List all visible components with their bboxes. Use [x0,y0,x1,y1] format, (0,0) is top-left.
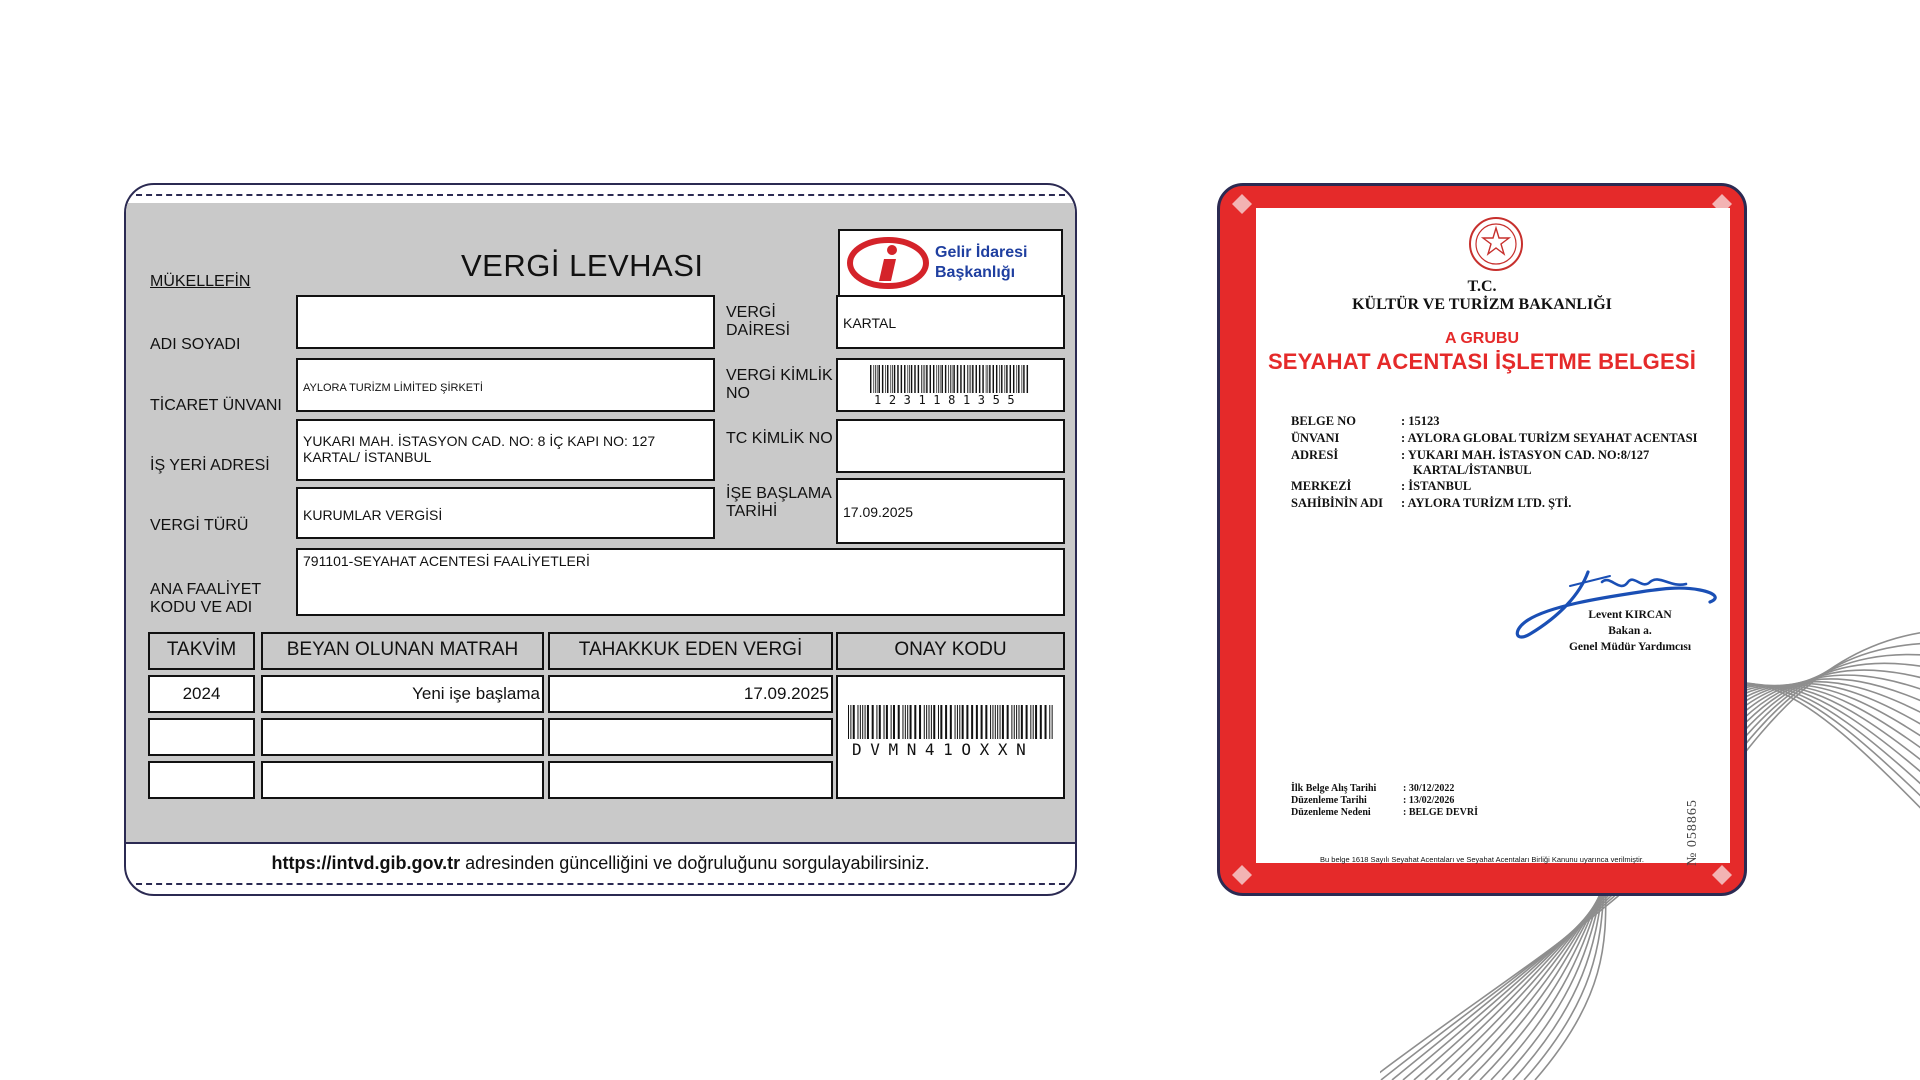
barcode-bar [959,705,960,739]
table-cell-takvim-3 [148,761,255,799]
belge-title: SEYAHAT ACENTASI İŞLETME BELGESİ [1267,349,1697,374]
isletme-belgesi-card [1217,183,1747,896]
barcode-bar [971,705,973,739]
date-key: İlk Belge Alış Tarihi [1291,783,1377,794]
verification-text: adresinden güncelliğini ve doğruluğunu sorgulayabilirsiniz. [460,853,930,873]
label-ana-faaliyet-line1: ANA FAALİYET [150,581,262,598]
barcode-bar [873,365,874,393]
onay-kodu-cell [836,675,1065,799]
verification-note [126,853,1075,874]
gib-logo-line1: Gelir İdaresi [935,244,1028,261]
barcode-bar [1014,705,1015,739]
ministry-emblem-icon [1468,216,1524,272]
barcode-bar [1011,705,1012,739]
barcode-bar [995,705,996,739]
barcode-bar [923,365,924,393]
barcode-bar [907,365,908,393]
date-value: : BELGE DEVRİ [1403,807,1479,818]
value-is-yeri-adresi-line2: KARTAL/ İSTANBUL [303,449,432,465]
value-tc-kimlik-no [838,421,1063,433]
info-key: SAHİBİNİN ADI [1291,496,1384,510]
barcode-bar [902,705,903,739]
group-heading: A GRUBU [1444,330,1520,347]
value-onay-kodu: DVMN41OXXN [852,740,1035,759]
field-is-yeri-adresi [296,419,715,481]
barcode-bar [957,705,958,739]
vergi-levhasi-card [124,183,1077,896]
info-key: MERKEZİ [1291,479,1352,493]
info-value: : İSTANBUL [1401,479,1472,493]
barcode-bar [924,705,925,739]
field-ana-faaliyet [296,548,1065,616]
barcode-bar [1013,365,1014,393]
barcode-bar [953,365,954,393]
barcode-bar [1033,705,1034,739]
barcode-bar [931,705,932,739]
field-tc-kimlik-no [836,419,1065,473]
barcode-bar [879,365,880,393]
barcode-bar [911,365,912,393]
label-vergi-kimlik-line2: NO [726,385,750,402]
info-value: KARTAL/İSTANBUL [1413,463,1532,477]
field-vergi-kimlik-no [836,358,1065,412]
table-cell-tahakkuk-1: 17.09.2025 [548,675,833,713]
barcode-bar [891,705,892,739]
table-header-tahakkuk: TAHAKKUK EDEN VERGİ [548,632,833,670]
barcode-bar [904,365,905,393]
onay-kodu-barcode [848,705,1054,739]
barcode-bar [990,705,991,739]
label-vergi-kimlik-line1: VERGİ KİMLİK [726,367,833,384]
barcode-bar [1049,705,1050,739]
barcode-bar [870,365,871,393]
barcode-bar [879,705,881,739]
barcode-bar [918,365,919,393]
table-header-takvim: TAKVİM [148,632,255,670]
table-cell-matrah-2 [261,718,544,756]
barcode-bar [930,365,931,393]
barcode-bar [992,705,993,739]
verification-url[interactable]: https://intvd.gib.gov.tr [271,853,461,873]
barcode-bar [950,365,951,393]
barcode-bar [940,365,941,393]
signatory-role: Bakan a. [1608,625,1652,637]
barcode-bar [887,365,888,393]
barcode-bar [945,365,946,393]
gib-logo-line2: Başkanlığı [935,264,1016,281]
barcode-bar [919,705,921,739]
barcode-bar [1040,705,1042,739]
ministry-heading: KÜLTÜR VE TURİZM BAKANLIĞI [1352,296,1612,313]
table-cell-takvim-1: 2024 [148,675,255,713]
barcode-bar [993,365,994,393]
corner-ornament-icon [1232,865,1252,885]
info-key: ÜNVANI [1291,431,1340,445]
value-ana-faaliyet: 791101-SEYAHAT ACENTESİ FAALİYETLERİ [303,553,590,569]
label-is-yeri-adresi: İŞ YERİ ADRESİ [150,457,270,474]
barcode-bar [890,365,891,393]
value-ise-baslama-tarihi: 17.09.2025 [843,504,914,520]
label-ise-baslama-line2: TARİHİ [726,503,778,520]
barcode-bar [876,705,877,739]
barcode-bar [853,705,855,739]
barcode-bar [875,365,876,393]
value-ticaret-unvani: AYLORA TURİZM LİMİTED ŞİRKETİ [303,382,483,394]
barcode-bar [1027,365,1028,393]
mukellefin-heading: MÜKELLEFİN [150,273,251,290]
barcode-bar [986,365,987,393]
field-vergi-dairesi [836,295,1065,349]
barcode-bar [1052,705,1053,739]
barcode-bar [933,705,935,739]
page-title: VERGİ LEVHASI [461,248,704,283]
barcode-bar [1000,705,1001,739]
table-cell-matrah-1: Yeni işe başlama [261,675,544,713]
label-ticaret-unvani: TİCARET ÜNVANI [150,397,282,414]
barcode-bar [1045,705,1047,739]
label-ise-baslama-line1: İŞE BAŞLAMA [726,485,832,502]
barcode-bar [865,705,866,739]
value-adi-soyadi [298,297,713,309]
barcode-bar [893,705,895,739]
info-value: : AYLORA GLOBAL TURİZM SEYAHAT ACENTASI [1401,431,1698,445]
info-key: BELGE NO [1291,414,1356,428]
barcode-bar [989,365,990,393]
barcode-bar [957,365,958,393]
barcode-bar [972,365,973,393]
value-vergi-turu: KURUMLAR VERGİSİ [303,507,443,523]
barcode-bar [1021,705,1023,739]
label-vergi-dairesi-line1: VERGİ [726,304,776,321]
barcode-bar [996,365,997,393]
barcode-bar [885,365,886,393]
label-vergi-kimlik-no [726,367,833,403]
barcode-bar [1016,365,1017,393]
barcode-bar [981,705,983,739]
value-vergi-dairesi: KARTAL [843,315,897,331]
table-header-matrah: BEYAN OLUNAN MATRAH [261,632,544,670]
signatory-title: Genel Müdür Yardımcısı [1568,641,1692,653]
barcode-bar [848,705,849,739]
barcode-bar [1007,705,1009,739]
barcode-bar [1021,365,1022,393]
info-value: : YUKARI MAH. İSTASYON CAD. NO:8/127 [1401,448,1650,462]
table-header-onay-kodu: ONAY KODU [836,632,1065,670]
barcode-bar [1035,705,1037,739]
barcode-bar [860,705,861,739]
barcode-bar [987,365,988,393]
gib-logo [838,229,1063,297]
barcode-bar [1023,365,1024,393]
table-cell-tahakkuk-2 [548,718,833,756]
barcode-bar [976,365,977,393]
vergi-levhasi-panel [126,203,1075,844]
barcode-bar [982,365,983,393]
label-vergi-turu: VERGİ TÜRÜ [150,517,249,534]
law-note: Bu belge 1618 Sayılı Seyahat Acentaları ve Seyahat Acentaları Birliği Kanunu uyarınca verilmiştir. [1320,855,1644,864]
serial-number: № 058865 [1685,799,1700,866]
barcode-bar [872,705,874,739]
table-cell-tahakkuk-3 [548,761,833,799]
label-ana-faaliyet-line2: KODU VE ADI [150,599,253,616]
barcode-bar [924,365,925,393]
barcode-bar [898,705,900,739]
info-value: : AYLORA TURİZM LTD. ŞTİ. [1401,496,1572,510]
barcode-bar [962,705,964,739]
barcode-bar [892,365,893,393]
barcode-bar [976,705,978,739]
corner-ornament-icon [1712,865,1732,885]
barcode-bar [936,365,937,393]
corner-ornament-icon [1232,194,1252,214]
date-key: Düzenleme Nedeni [1291,807,1371,818]
barcode-bar [914,365,915,393]
barcode-bar [933,365,934,393]
barcode-bar [910,705,912,739]
barcode-bar [1001,365,1002,393]
barcode-bar [966,705,968,739]
date-key: Düzenleme Tarihi [1291,795,1367,806]
barcode-bar [1004,365,1005,393]
barcode-bar [867,705,869,739]
field-vergi-turu [296,487,715,539]
barcode-bar [970,365,971,393]
dashed-border-bottom [126,883,1075,885]
barcode-bar [955,705,956,739]
barcode-bar [960,365,961,393]
label-adi-soyadi: ADI SOYADI [150,336,241,353]
barcode-bar [967,365,968,393]
info-key: ADRESİ [1291,448,1339,462]
barcode-bar [1002,705,1004,739]
barcode-bar [940,705,942,739]
label-tc-kimlik-no: TC KİMLİK NO [726,430,833,447]
barcode-bar [950,705,952,739]
barcode-bar [941,365,942,393]
dashed-border-top [126,194,1075,196]
barcode-bar [850,705,851,739]
barcode-bar [997,705,998,739]
barcode-bar [999,365,1000,393]
barcode-bar [882,365,883,393]
field-ticaret-unvani [296,358,715,412]
barcode-bar [884,705,885,739]
barcode-bar [945,705,947,739]
signatory-name: Levent KIRCAN [1588,609,1672,621]
barcode-bar [862,705,863,739]
barcode-bar [857,705,858,739]
barcode-bar [1006,365,1007,393]
vergi-kimlik-barcode [870,365,1030,393]
barcode-bar [1018,365,1019,393]
barcode-bar [907,705,908,739]
barcode-bar [897,365,898,393]
barcode-bar [929,705,930,739]
barcode-bar [964,365,965,393]
table-cell-takvim-2 [148,718,255,756]
barcode-bar [938,705,939,739]
label-vergi-dairesi [726,304,790,340]
barcode-bar [886,705,888,739]
info-value: : 15123 [1401,414,1440,428]
barcode-bar [894,365,895,393]
barcode-bar [909,365,910,393]
label-ana-faaliyet [150,581,261,617]
barcode-bar [1016,705,1017,739]
date-value: : 30/12/2022 [1403,783,1455,794]
barcode-bar [985,705,987,739]
label-vergi-dairesi-line2: DAİRESİ [726,322,791,339]
barcode-bar [901,365,902,393]
barcode-bar [926,365,927,393]
barcode-bar [921,365,922,393]
barcode-bar [1018,705,1019,739]
barcode-bar [979,365,980,393]
tc-heading: T.C. [1467,278,1497,295]
barcode-bar [1026,705,1028,739]
barcode-bar [926,705,927,739]
barcode-bar [1010,365,1011,393]
label-ise-baslama [726,485,832,521]
value-is-yeri-adresi-line1: YUKARI MAH. İSTASYON CAD. NO: 8 İÇ KAPI NO: 127 [303,433,656,449]
barcode-bar [948,365,949,393]
barcode-bar [938,365,939,393]
barcode-bar [905,705,906,739]
barcode-bar [1030,705,1031,739]
barcode-bar [952,365,953,393]
field-adi-soyadi [296,295,715,349]
barcode-bar [969,365,970,393]
value-vergi-kimlik-no: 1231181355 [874,393,1023,407]
table-cell-matrah-3 [261,761,544,799]
field-ise-baslama-tarihi [836,478,1065,544]
date-value: : 13/02/2026 [1403,795,1455,806]
gib-logo-icon [846,237,930,289]
barcode-bar [877,365,878,393]
barcode-bar [914,705,916,739]
